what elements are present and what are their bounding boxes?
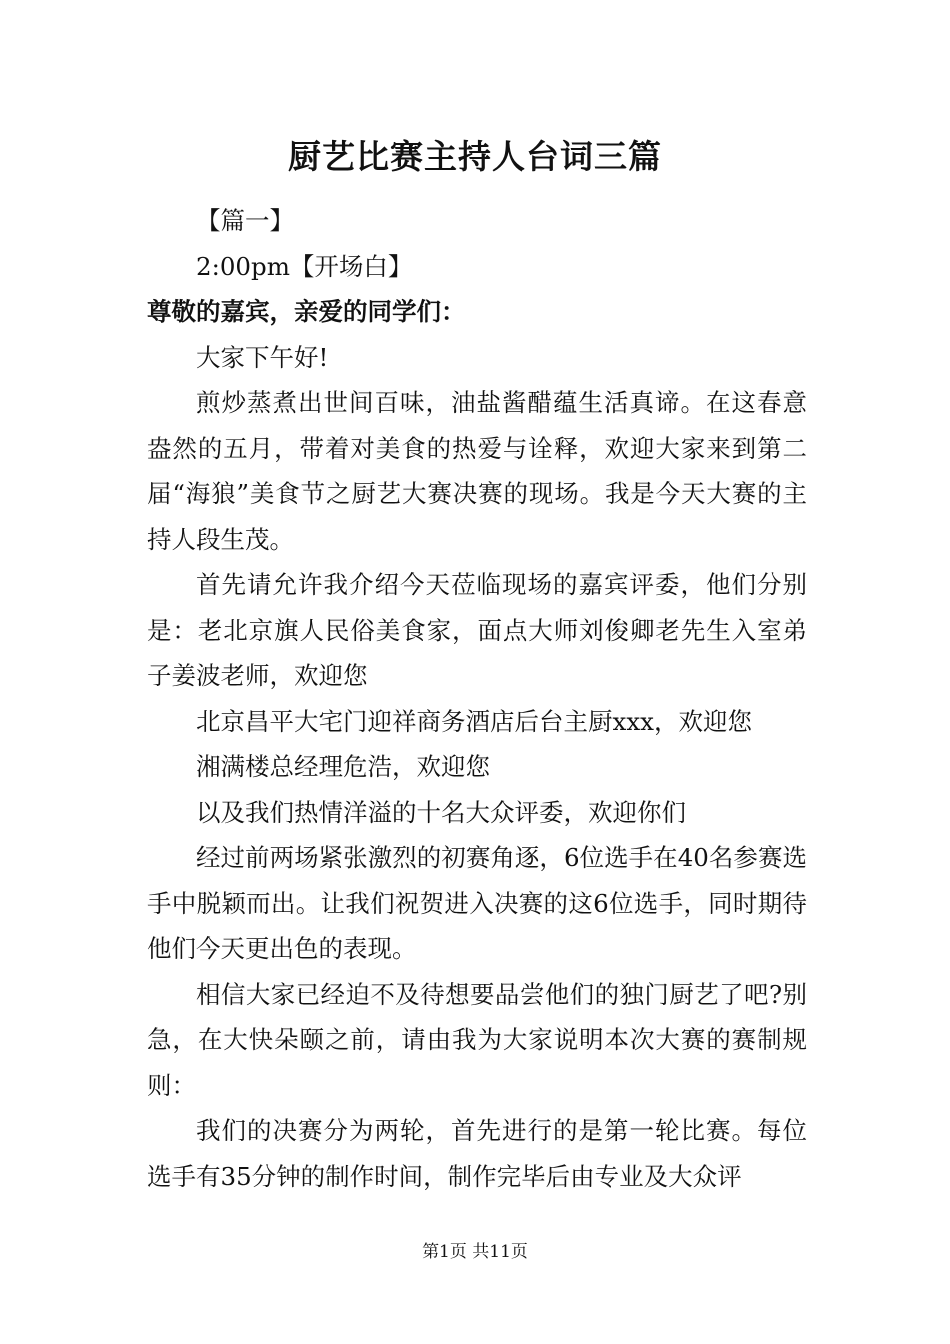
paragraph-opening: 煎炒蒸煮出世间百味，油盐酱醋蕴生活真谛。在这春意盎然的五月，带着对美食的热爱与诠释，欢迎大家来到第二届“海狼”美食节之厨艺大赛决赛的现场。我是今天大赛的主持人段生茂。: [147, 388, 807, 554]
paragraph-section-heading: 【篇一】: [196, 206, 294, 235]
paragraph-round-one: 我们的决赛分为两轮，首先进行的是第一轮比赛。每位选手有35分钟的制作时间，制作完毕后由专业及大众评: [147, 1116, 807, 1191]
paragraph-finalists: 经过前两场紧张激烈的初赛角逐，6位选手在40名参赛选手中脱颖而出。让我们祝贺进入决赛的这6位选手，同时期待他们今天更出色的表现。: [147, 843, 807, 963]
paragraph-judges-intro: 首先请允许我介绍今天莅临现场的嘉宾评委，他们分别是：老北京旗人民俗美食家，面点大师刘俊卿老先生入室弟子姜波老师，欢迎您: [147, 570, 807, 690]
paragraph-judge-chef: 北京昌平大宅门迎祥商务酒店后台主厨xxx，欢迎您: [196, 706, 752, 736]
paragraph-salutation: 尊敬的嘉宾，亲爱的同学们：: [147, 297, 466, 326]
paragraph-public-judges: 以及我们热情洋溢的十名大众评委，欢迎你们: [196, 797, 686, 827]
page-footer: 第1页 共11页: [422, 1242, 528, 1262]
paragraph-judge-manager: 湘满楼总经理危浩，欢迎您: [196, 752, 490, 781]
paragraph-rules-intro: 相信大家已经迫不及待想要品尝他们的独门厨艺了吧?别急，在大快朵颐之前，请由我为大家说明本次大赛的赛制规则：: [147, 979, 807, 1100]
document-body: [147, 198, 807, 1199]
paragraph-greeting: 大家下午好!: [196, 342, 329, 372]
document-title: 厨艺比赛主持人台词三篇: [288, 137, 662, 176]
paragraph-time-heading: 2:00pm【开场白】: [196, 251, 413, 281]
